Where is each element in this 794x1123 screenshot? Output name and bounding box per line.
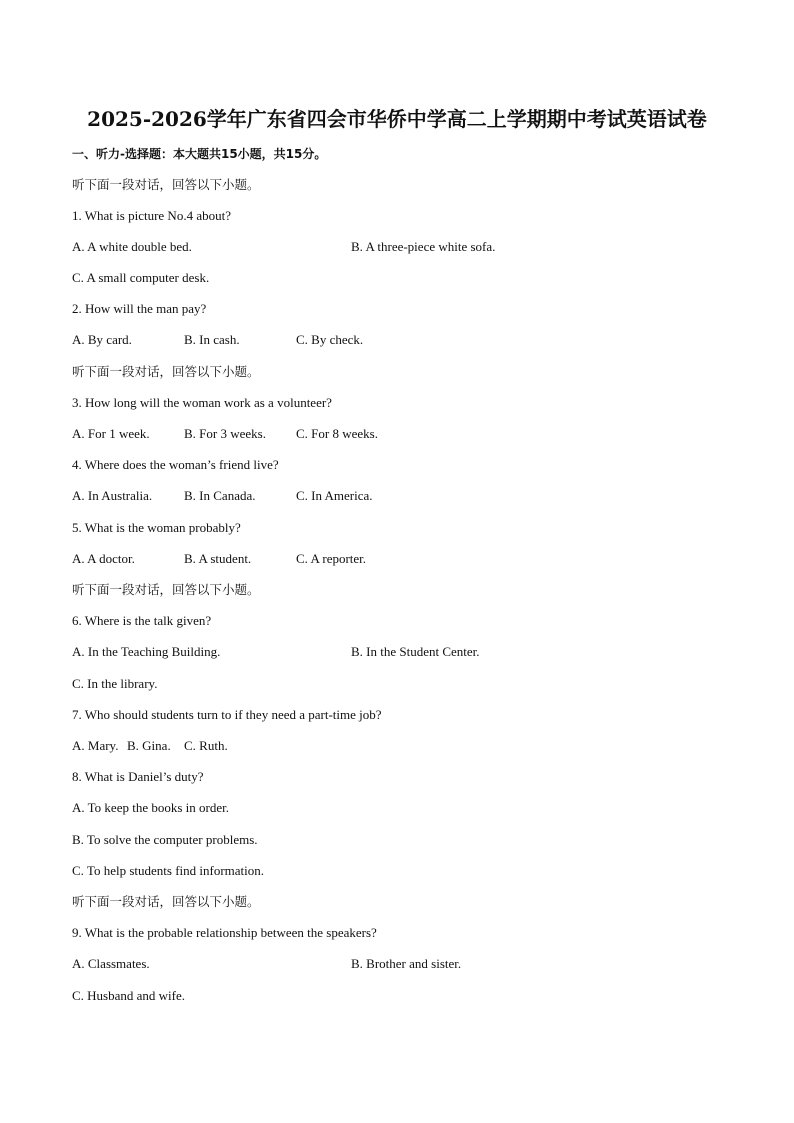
option-b: B. In the Student Center. [351,644,480,659]
option-a: A. By card. [72,332,132,347]
option-c: C. By check. [296,332,364,347]
option-a: A. To keep the books in order. [72,800,229,815]
question-stem: 1. What is picture No.4 about? [72,208,231,223]
option-b: B. To solve the computer problems. [72,832,258,847]
question-stem: 5. What is the woman probably? [72,520,241,535]
option-b: B. Brother and sister. [351,956,462,971]
dialog-instruction: 听下面一段对话，回答以下小题。 [72,582,260,597]
question-stem: 4. Where does the woman’s friend live? [72,457,279,472]
option-c: C. A reporter. [296,551,367,566]
option-b: B. For 3 weeks. [184,426,266,441]
question-stem: 2. How will the man pay? [72,301,207,316]
option-c: C. In America. [296,488,373,503]
question-stem: 8. What is Daniel’s duty? [72,769,204,784]
option-b: B. Gina. [127,738,171,753]
option-a: A. Mary. [72,738,119,753]
option-c: C. To help students find information. [72,863,265,878]
option-a: A. Classmates. [72,956,150,971]
question-stem: 6. Where is the talk given? [72,613,212,628]
dialog-instruction: 听下面一段对话，回答以下小题。 [72,894,260,909]
option-a: A. In Australia. [72,488,153,503]
option-a: A. For 1 week. [72,426,150,441]
option-b: B. A student. [184,551,252,566]
question-stem: 3. How long will the woman work as a volunteer? [72,395,332,410]
option-b: B. In Canada. [184,488,256,503]
option-c: C. A small computer desk. [72,270,210,285]
question-stem: 9. What is the probable relationship between the speakers? [72,925,377,940]
option-c: C. Ruth. [184,738,228,753]
option-c: C. Husband and wife. [72,988,186,1003]
option-b: B. In cash. [184,332,240,347]
option-a: A. A white double bed. [72,239,192,254]
page-title: 2025-2026学年广东省四会市华侨中学高二上学期期中考试英语试卷 [87,107,707,131]
option-a: A. In the Teaching Building. [72,644,221,659]
option-a: A. A doctor. [72,551,135,566]
question-stem: 7. Who should students turn to if they need a part-time job? [72,707,382,722]
option-b: B. A three-piece white sofa. [351,239,496,254]
section-heading: 一、听力-选择题：本大题共15小题，共15分。 [72,147,327,161]
dialog-instruction: 听下面一段对话，回答以下小题。 [72,177,260,192]
dialog-instruction: 听下面一段对话，回答以下小题。 [72,364,260,379]
option-c: C. For 8 weeks. [296,426,378,441]
option-c: C. In the library. [72,676,158,691]
